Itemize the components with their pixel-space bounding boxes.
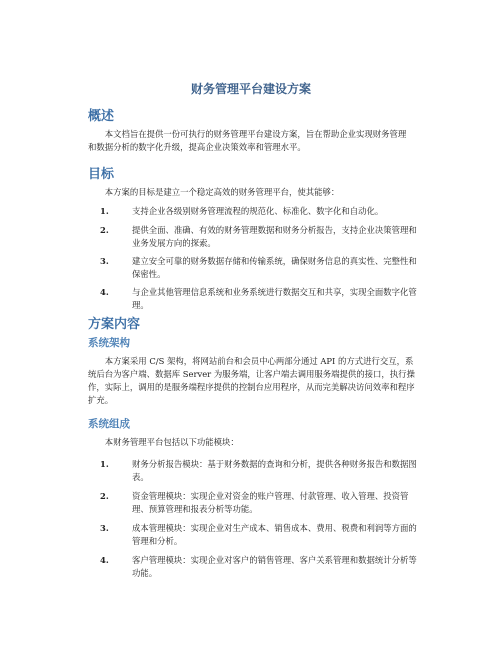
list-item-text: 建立安全可靠的财务数据存储和传输系统，确保财务信息的真实性、完整性和保密性。 [132,256,417,279]
list-item-number: 3. [100,523,109,533]
list-item-text: 客户管理模块：实现企业对客户的销售管理、客户关系管理和数据统计分析等功能。 [132,555,417,578]
list-item [100,458,420,484]
heading-composition: 系统组成 [88,418,130,430]
list-item-number: 2. [100,491,109,501]
heading-content: 方案内容 [88,317,141,332]
list-item [100,522,420,548]
list-item-text: 提供全面、准确、有效的财务管理数据和财务分析报告，支持企业决策管理和业务发展方向的探索。 [132,225,417,248]
goals-intro: 本方案的目标是建立一个稳定高效的财务管理平台，使其能够： [104,187,340,197]
goals-intro-paragraph [88,186,418,199]
goals-list [100,205,420,312]
architecture-paragraph [88,355,418,407]
document-title: 财务管理平台建设方案 [190,82,311,96]
list-item-text: 资金管理模块：实现企业对资金的账户管理、付款管理、收入管理、投资管理、预算管理和报表分析等功能。 [132,491,409,514]
list-item-number: 1. [100,459,109,469]
overview-text: 本文档旨在提供一份可执行的财务管理平台建设方案，旨在帮助企业实现财务管理和数据分析的数字化升级，提高企业决策效率和管理水平。 [88,129,407,152]
list-item [100,490,420,516]
composition-list [100,458,420,580]
list-item-text: 成本管理模块：实现企业对生产成本、销售成本、费用、税费和利润等方面的管理和分析。 [132,523,417,546]
list-item-text: 与企业其他管理信息系统和业务系统进行数据交互和共享，实现全面数字化管理。 [132,287,417,310]
list-item-number: 1. [100,206,109,216]
list-item-text: 财务分析报告模块：基于财务数据的查询和分析，提供各种财务报告和数据图表。 [132,459,417,482]
list-item-number: 4. [100,555,109,565]
list-item [100,205,420,218]
list-item [100,255,420,281]
composition-intro-paragraph [88,436,418,449]
list-item-number: 2. [100,225,109,235]
overview-paragraph [88,128,413,154]
heading-goals: 目标 [88,167,115,182]
list-item [100,286,420,312]
composition-intro: 本财务管理平台包括以下功能模块： [104,437,239,447]
list-item-text: 支持企业各级别财务管理流程的规范化、标准化、数字化和自动化。 [132,206,384,216]
list-item [100,554,420,580]
list-item-number: 3. [100,256,109,266]
architecture-text: 本方案采用 C/S 架构，将网站前台和会员中心两部分通过 API 的方式进行交互，系统后台为客户端、数据库 Server 为服务端，让客户端去调用服务端提供的接口，执行操作，实际上，调用的是服务端程序提供的控制台应用程序，从而完美解决访问效率和程序扩充。 [88,356,415,405]
list-item [100,224,420,250]
list-item-number: 4. [100,287,109,297]
heading-overview: 概述 [88,109,115,124]
heading-architecture: 系统架构 [88,337,130,349]
